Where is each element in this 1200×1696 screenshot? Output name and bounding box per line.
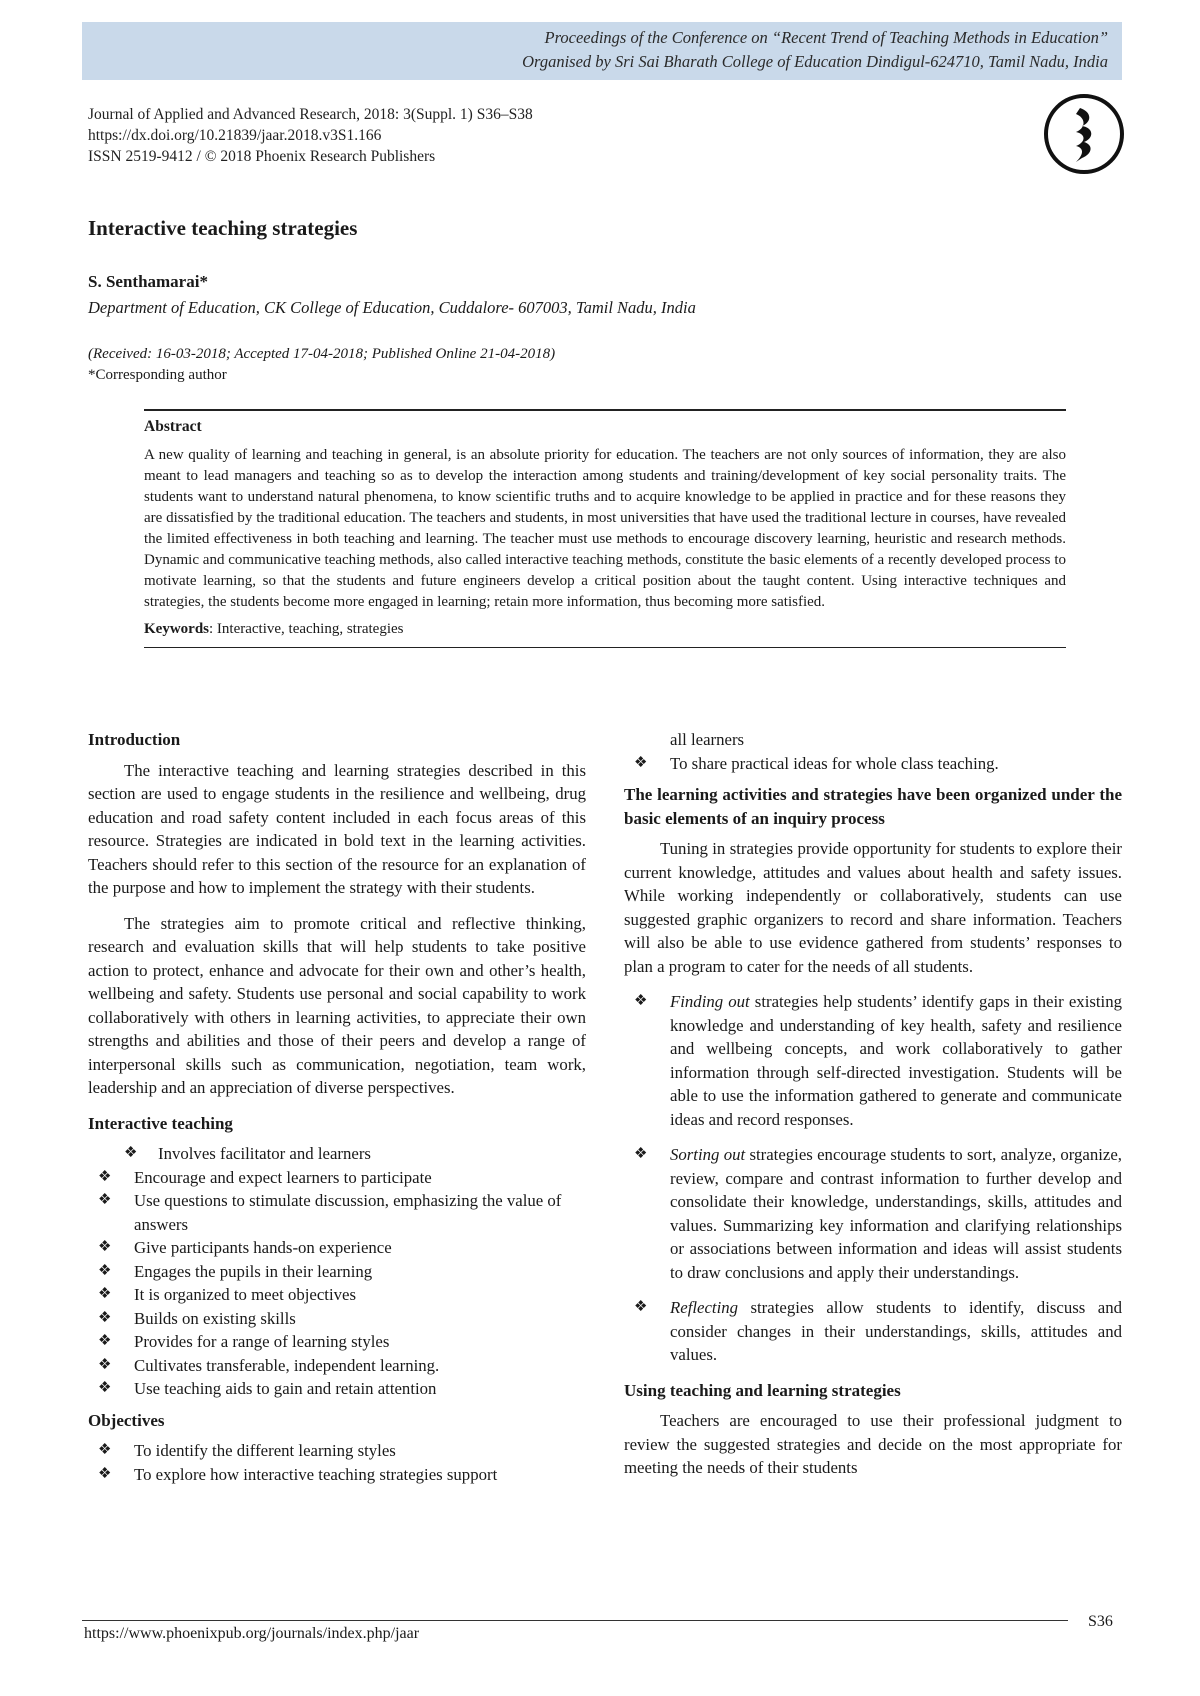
strategy-finding-out [624,990,1122,1131]
interactive-teaching-heading: Interactive teaching [88,1113,233,1133]
using-strategies-paragraph: Teachers are encouraged to use their professional judgment to review the suggested strategies and decide on the most appropriate for meeting the needs of their students [624,1411,1122,1477]
strategy-term: Finding out [670,992,750,1011]
strategy-term: Sorting out [670,1145,746,1164]
keywords-label: Keywords [144,621,209,637]
journal-info [88,104,533,167]
list-item: ❖ Encourage and expect learners to participate [88,1166,586,1190]
author-affiliation: Department of Education, CK College of Education, Cuddalore- 607003, Tamil Nadu, India [88,298,696,317]
article-author: S. Senthamarai* [88,272,208,291]
list-item: ❖ To share practical ideas for whole class teaching. [624,752,1122,776]
page-number: S36 [1088,1613,1113,1630]
list-item: ❖ To identify the different learning styles [88,1439,586,1463]
list-item: ❖ Cultivates transferable, independent learning. [88,1354,586,1378]
list-item: ❖ Use questions to stimulate discussion, emphasizing the value of answers [88,1189,586,1236]
abstract-heading: Abstract [144,418,202,435]
inquiry-process-heading: The learning activities and strategies have been organized under the basic elements of an inquiry process [624,785,1122,828]
intro-paragraph-2: The strategies aim to promote critical and reflective thinking, research and evaluation skills that will help students to take positive action to protect, enhance and advocate for their own and other’s health, wellbeing and safety. Students use personal and social capability to work collaboratively with others in learning activities, to appreciate their own strengths and abilities and those of their peers and develop a range of interpersonal skills such as communication, negotiation, team work, leadership and an appreciation of diverse perspectives. [88,913,586,1097]
footer-divider [82,1620,1068,1621]
journal-doi-link[interactable]: https://dx.doi.org/10.21839/jaar.2018.v3S1.166 [88,127,382,144]
article-dates: (Received: 16-03-2018; Accepted 17-04-2018; Published Online 21-04-2018) [88,346,556,362]
introduction-heading: Introduction [88,730,181,749]
objectives-heading: Objectives [88,1410,165,1430]
interactive-teaching-list [88,1142,586,1401]
journal-citation: Journal of Applied and Advanced Research, 2018: 3(Suppl. 1) S36–S38 [88,106,533,123]
strategy-description: strategies allow students to identify, discuss and consider changes in their understandings, skills, attitudes and values. [670,1298,1122,1364]
strategy-term: Reflecting [670,1298,739,1317]
abstract-text: A new quality of learning and teaching in general, is an absolute priority for education. The teachers are not only sources of information, they are also meant to lead managers and teaching so as to develop the interaction among students and training/development of key social personality traits. The students want to understand natural phenomena, to know scientific truths and to acquire knowledge to be applied in practice and for these reasons they are dissatisfied by the traditional education. The teachers and students, in most universities that have used the traditional lecture in courses, have revealed the limited effectiveness in both teaching and learning. The teacher must use methods to encourage discovery learning, heuristic and research methods. Dynamic and communicative teaching methods, also called interactive teaching methods, constitute the basic elements of a recently developed process to motivate learning, so that the students and future engineers develop a critical position about the taught content. Using interactive techniques and strategies, the students become more engaged in learning; retain more information, thus becoming more satisfied. [144,447,1066,610]
objectives-list-continued [624,728,1122,775]
journal-issn: ISSN 2519-9412 / © 2018 Phoenix Research Publishers [88,148,436,165]
using-strategies-heading: Using teaching and learning strategies [624,1380,901,1400]
list-item: ❖ Engages the pupils in their learning [88,1260,586,1284]
strategy-description: strategies encourage students to sort, analyze, organize, review, compare and contrast information to further develop and consolidate their knowledge, understandings, skills, attitudes and values. Summarizing key information and clarifying relationships or associations between information and ideas will assist students to draw conclusions and apply their understandings. [670,1145,1123,1282]
right-column [624,728,1122,1492]
footer-journal-link[interactable]: https://www.phoenixpub.org/journals/index.php/jaar [84,1625,420,1642]
conference-banner [82,22,1122,80]
phoenix-logo-icon [1042,92,1126,176]
corresponding-author-note: *Corresponding author [88,367,227,383]
intro-paragraph-1: The interactive teaching and learning strategies described in this section are used to engage students in the resilience and wellbeing, drug education and road safety content included in each focus areas of this resource. Strategies are indicated in bold text in the learning activities. Teachers should refer to this section of the resource for an explanation of the purpose and how to implement the strategy with their students. [88,760,586,897]
strategy-reflecting [624,1296,1122,1367]
left-column [88,728,586,1494]
keywords-list: : Interactive, teaching, strategies [209,621,404,637]
strategy-sorting-out [624,1143,1122,1284]
list-item: ❖ Builds on existing skills [88,1307,586,1331]
conference-organiser: Organised by Sri Sai Bharath College of Education Dindigul-624710, Tamil Nadu, India [522,52,1108,71]
list-item: ❖ Use teaching aids to gain and retain attention [88,1377,586,1401]
keywords [144,619,1066,640]
list-item: ❖ Provides for a range of learning styles [88,1330,586,1354]
strategies-list [624,990,1122,1367]
list-item-continuation: all learners [670,730,745,749]
inquiry-paragraph: Tuning in strategies provide opportunity for students to explore their current knowledge, attitudes and values about health and safety issues. While working independently or collaboratively, students can use suggested graphic organizers to record and share information. Teachers will also be able to use evidence gathered from students’ responses to plan a program to cater for the needs of all students. [624,839,1122,976]
list-item: ❖ Give participants hands-on experience [88,1236,586,1260]
list-item: ❖ To explore how interactive teaching strategies support [88,1463,586,1487]
objectives-list [88,1439,586,1486]
article-title: Interactive teaching strategies [88,216,358,240]
conference-title: Proceedings of the Conference on “Recent Trend of Teaching Methods in Education” [544,28,1108,47]
list-item: ❖ Involves facilitator and learners [88,1142,586,1166]
list-item: ❖ It is organized to meet objectives [88,1283,586,1307]
abstract-box [144,409,1066,648]
strategy-description: strategies help students’ identify gaps in their existing knowledge and understanding of key health, safety and resilience and wellbeing concepts, and work collaboratively to gather information through self-directed investigation. Students will be able to use the information gathered to generate and communicate ideas and record responses. [670,992,1122,1129]
